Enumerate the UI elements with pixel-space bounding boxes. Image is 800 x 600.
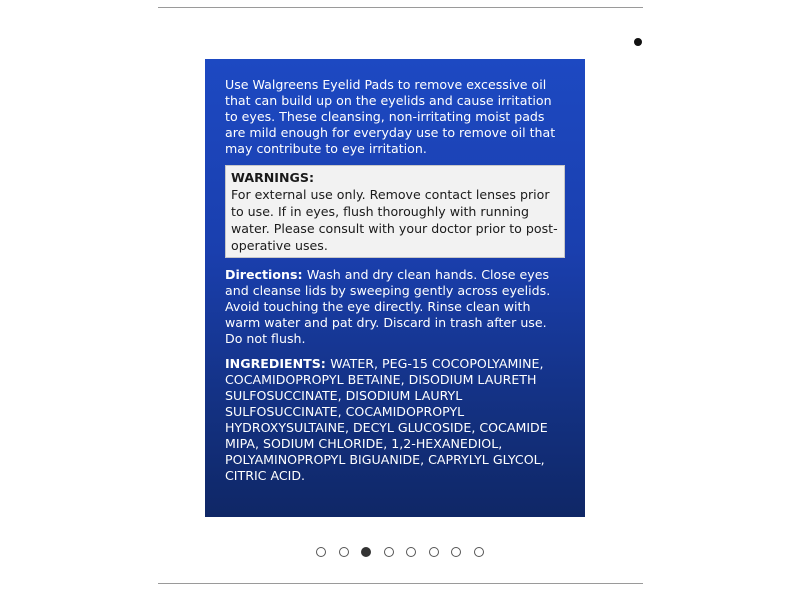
carousel-dot-1[interactable] [316,547,326,557]
carousel-dot-8[interactable] [474,547,484,557]
warnings-text: For external use only. Remove contact lenses prior to use. If in eyes, flush thoroughly with running water. Please consult with your doctor prior to post-operative uses. [231,187,558,253]
partial-indicator-dot [634,38,642,46]
ingredients-label: INGREDIENTS: [225,356,331,371]
carousel-dot-3[interactable] [361,547,371,557]
bottom-divider [158,583,643,584]
directions-section [225,267,565,347]
carousel-dot-4[interactable] [384,547,394,557]
carousel-dot-6[interactable] [429,547,439,557]
ingredients-text: WATER, PEG-15 COCOPOLYAMINE, COCAMIDOPROPYL BETAINE, DISODIUM LAURETH SULFOSUCCINATE, DISODIUM LAURYL SULFOSUCCINATE, COCAMIDOPROPYL HYDROXYSULTAINE, DECYL GLUCOSIDE, COCAMIDE MIPA, SODIUM CHLORIDE, 1,2-HEXANEDIOL, POLYAMINOPROPYL BIGUANIDE, CAPRYLYL GLYCOL, CITRIC ACID. [225,356,548,483]
product-label-image [205,59,585,517]
top-divider [158,7,643,8]
carousel-dot-2[interactable] [339,547,349,557]
ingredients-section [225,356,565,484]
directions-label: Directions: [225,267,307,282]
directions-text: Wash and dry clean hands. Close eyes and cleanse lids by sweeping gently across eyelids. Avoid touching the eye directly. Rinse clean with warm water and pat dry. Discard in trash after use. Do not flush. [225,267,551,346]
warnings-box [225,165,565,258]
warnings-title: WARNINGS: [231,170,314,185]
carousel-dot-5[interactable] [406,547,416,557]
product-description: Use Walgreens Eyelid Pads to remove excessive oil that can build up on the eyelids and cause irritation to eyes. These cleansing, non-irritating moist pads are mild enough for everyday use to remove oil that may contribute to eye irritation. [225,77,556,156]
carousel-pagination [0,547,800,557]
carousel-dot-7[interactable] [451,547,461,557]
